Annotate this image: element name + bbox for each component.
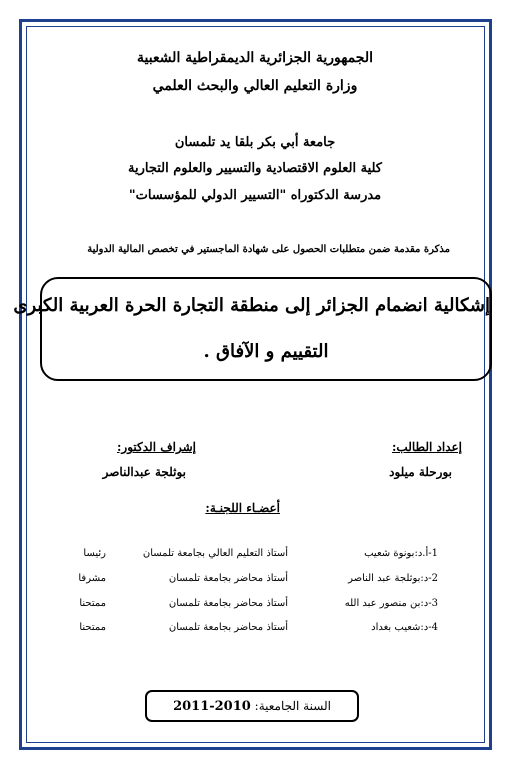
committee-member-row (0, 573, 510, 591)
faculty-name: كلية العلوم الاقتصادية والتسيير والعلوم التجارية (128, 161, 382, 176)
academic-year-label: السنة الجامعية: (254, 699, 331, 713)
supervisor-label: إشراف الدكتور: (116, 440, 196, 454)
supervisor-name: بوثلجة عبدالناصر (102, 465, 186, 479)
academic-year-value: 2011-2010 (173, 699, 251, 714)
member-name: 2-د:بوثلجة عبد الناصر (348, 573, 438, 584)
member-role: ممتحنا (79, 598, 106, 609)
member-name: 1-أ.د:بونوة شعيب (364, 548, 438, 559)
student-label: إعداد الطالب: (391, 440, 462, 454)
committee-member-row (0, 598, 510, 616)
ministry-heading: وزارة التعليم العالي والبحث العلمي (152, 78, 358, 94)
thesis-title-line-1: إشكالية انضمام الجزائر إلى منطقة التجارة الحرة العربية الكبرى (13, 295, 490, 316)
member-position: أستاذ محاضر بجامعة تلمسان (168, 573, 288, 584)
committee-heading: أعضـاء اللجنـة: (205, 501, 280, 515)
memo-note: مذكرة مقدمة ضمن متطلبات الحصول على شهادة الماجستير في تخصص المالية الدولية (87, 244, 450, 255)
member-name: 3-د:بن منصور عبد الله (344, 598, 438, 609)
member-name: 4-د:شعيب بغداد (371, 622, 438, 633)
member-role: رئيسا (83, 548, 106, 559)
doctoral-school-name: مدرسة الدكتوراه "التسيير الدولي للمؤسسات" (128, 188, 382, 203)
member-role: مشرفا (78, 573, 106, 584)
thesis-title-box (13, 277, 492, 381)
thesis-title-line-2: التقييم و الآفاق . (203, 341, 329, 362)
member-position: أستاذ محاضر بجامعة تلمسان (168, 598, 288, 609)
student-name: بورحلة ميلود (389, 465, 452, 479)
member-position: أستاذ التعليم العالي بجامعة تلمسان (142, 548, 288, 559)
committee-member-row (0, 548, 510, 566)
member-role: ممتحنا (79, 622, 106, 633)
academic-year-box (145, 690, 359, 722)
university-name: جامعة أبي بكر بلقا يد تلمسان (174, 135, 336, 150)
republic-heading: الجمهورية الجزائرية الديمقراطية الشعبية (136, 50, 373, 66)
committee-member-row (0, 622, 510, 640)
member-position: أستاذ محاضر بجامعة تلمسان (168, 622, 288, 633)
